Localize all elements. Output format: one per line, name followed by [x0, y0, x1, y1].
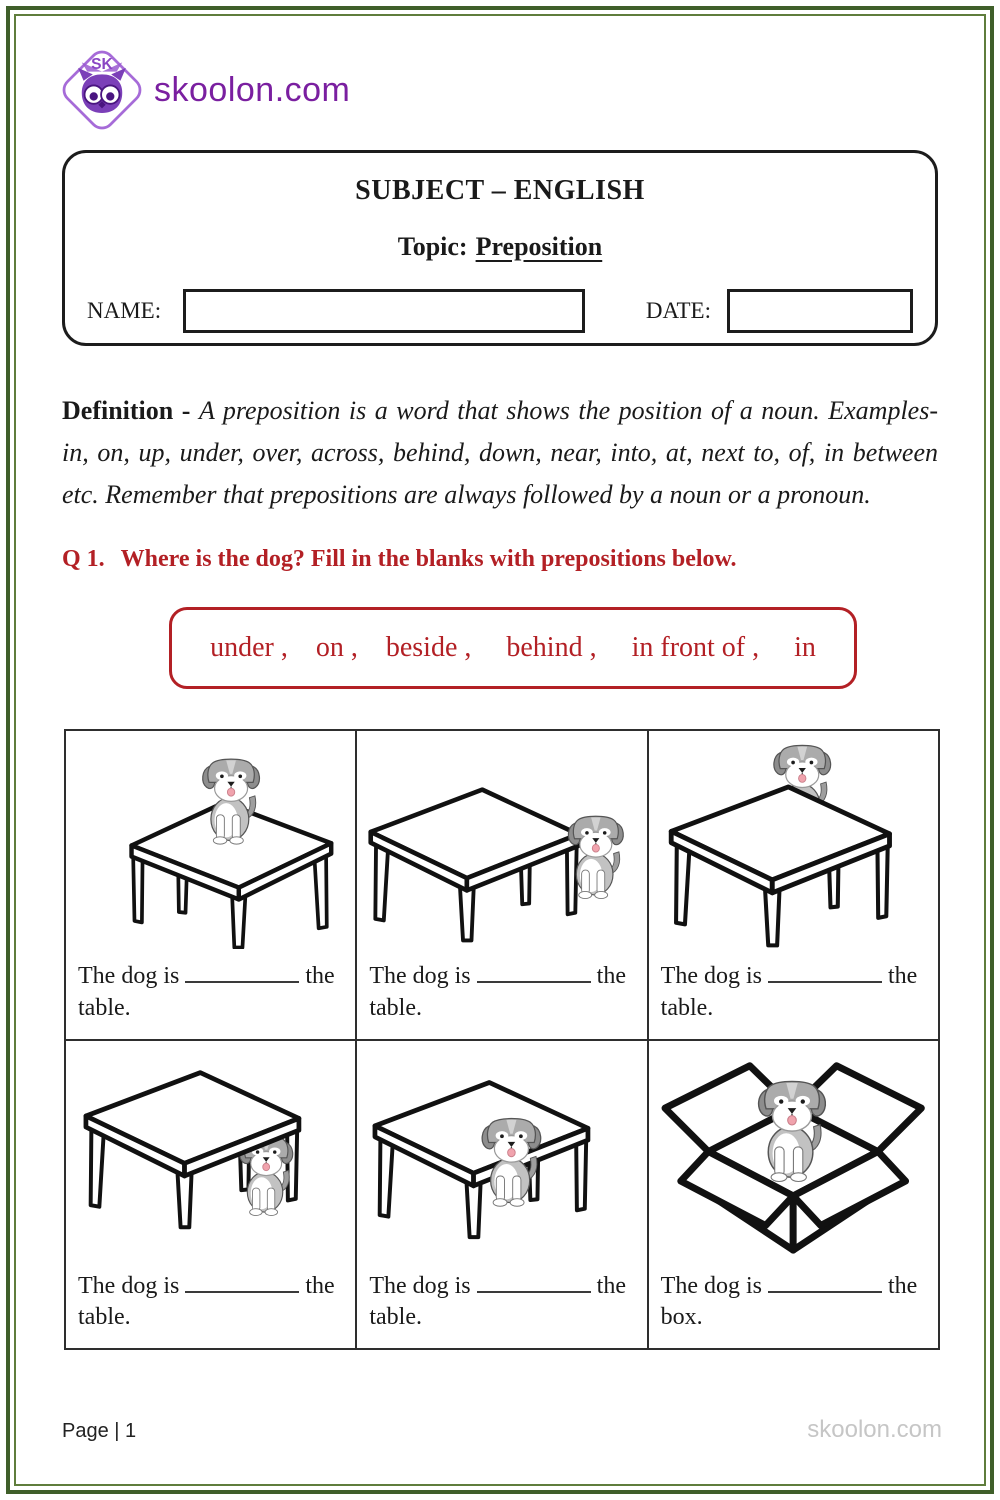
scene-dog-beside-table: [357, 731, 646, 955]
word-bank-words: under , on , beside , behind , in front of , in: [210, 632, 816, 664]
scene-dog-in-box: [649, 1041, 938, 1265]
answer-blank[interactable]: [185, 1277, 299, 1293]
grid-cell-dog-beside-table: [356, 730, 647, 1039]
grid-cell-dog-behind-table: [648, 730, 939, 1039]
dog-in-front-of-table-image: [357, 1047, 646, 1259]
subject-title: SUBJECT – ENGLISH: [355, 175, 645, 206]
caption: The dog is the box.: [660, 1272, 918, 1331]
scene-dog-behind-table: [649, 731, 938, 955]
brand-site-name: skoolon.com: [154, 70, 351, 109]
caption: The dog is the table.: [369, 1272, 626, 1331]
topic-label: Topic:: [397, 232, 468, 261]
question-text: Where is the dog? Fill in the blanks with prepositions below.: [120, 546, 737, 573]
definition-text: A preposition is a word that shows the position of a noun. Examples- in, on, up, under, over, across, behind, down, near, into, at, next to, of, in between etc. Remember that prepositions are always followed by a noun or a pronoun.: [62, 396, 938, 510]
answer-blank[interactable]: [185, 967, 299, 983]
grid-cell-dog-in-front-of-table: [356, 1040, 647, 1349]
answer-blank[interactable]: [477, 967, 591, 983]
question-heading: [62, 546, 938, 573]
dog-beside-table-image: [357, 737, 646, 949]
dog-behind-table-image: [649, 737, 938, 949]
question-number: Q 1.: [62, 546, 105, 573]
date-label: DATE:: [645, 298, 711, 323]
topic-value: Preposition: [475, 232, 603, 261]
brand-header: [56, 44, 938, 136]
name-date-row: [87, 289, 913, 333]
skoolon-logo-icon: [56, 44, 148, 136]
watermark: skoolon.com: [807, 1416, 942, 1443]
name-label: NAME:: [87, 298, 162, 323]
name-input[interactable]: [183, 289, 585, 333]
topic-line: [65, 232, 935, 262]
caption: The dog is the table.: [369, 963, 626, 1021]
definition-paragraph: [62, 390, 938, 516]
page-footer: [62, 1416, 942, 1444]
caption: The dog is the table.: [660, 963, 918, 1021]
date-input[interactable]: [727, 289, 913, 333]
caption: The dog is the table.: [78, 963, 335, 1021]
exercise-grid: [64, 729, 940, 1350]
dog-on-table-image: [66, 737, 355, 949]
dog-in-box-image: [649, 1047, 938, 1259]
dog-under-table-image: [66, 1047, 355, 1259]
grid-cell-dog-in-box: [648, 1040, 939, 1349]
answer-blank[interactable]: [768, 1277, 882, 1293]
content-area: [16, 16, 984, 1484]
page-number: Page | 1: [62, 1420, 137, 1442]
scene-dog-under-table: [66, 1041, 355, 1265]
grid-row-2: [65, 1040, 939, 1349]
scene-dog-in-front-of-table: [357, 1041, 646, 1265]
definition-label: Definition -: [62, 396, 199, 425]
answer-blank[interactable]: [477, 1277, 591, 1293]
title-box: [62, 150, 938, 346]
grid-cell-dog-under-table: [65, 1040, 356, 1349]
answer-blank[interactable]: [768, 967, 882, 983]
grid-row-1: [65, 730, 939, 1039]
logo-monogram: SK: [91, 55, 113, 73]
word-bank: [169, 607, 857, 689]
caption: The dog is the table.: [78, 1272, 335, 1331]
scene-dog-on-table: [66, 731, 355, 955]
grid-cell-dog-on-table: [65, 730, 356, 1039]
